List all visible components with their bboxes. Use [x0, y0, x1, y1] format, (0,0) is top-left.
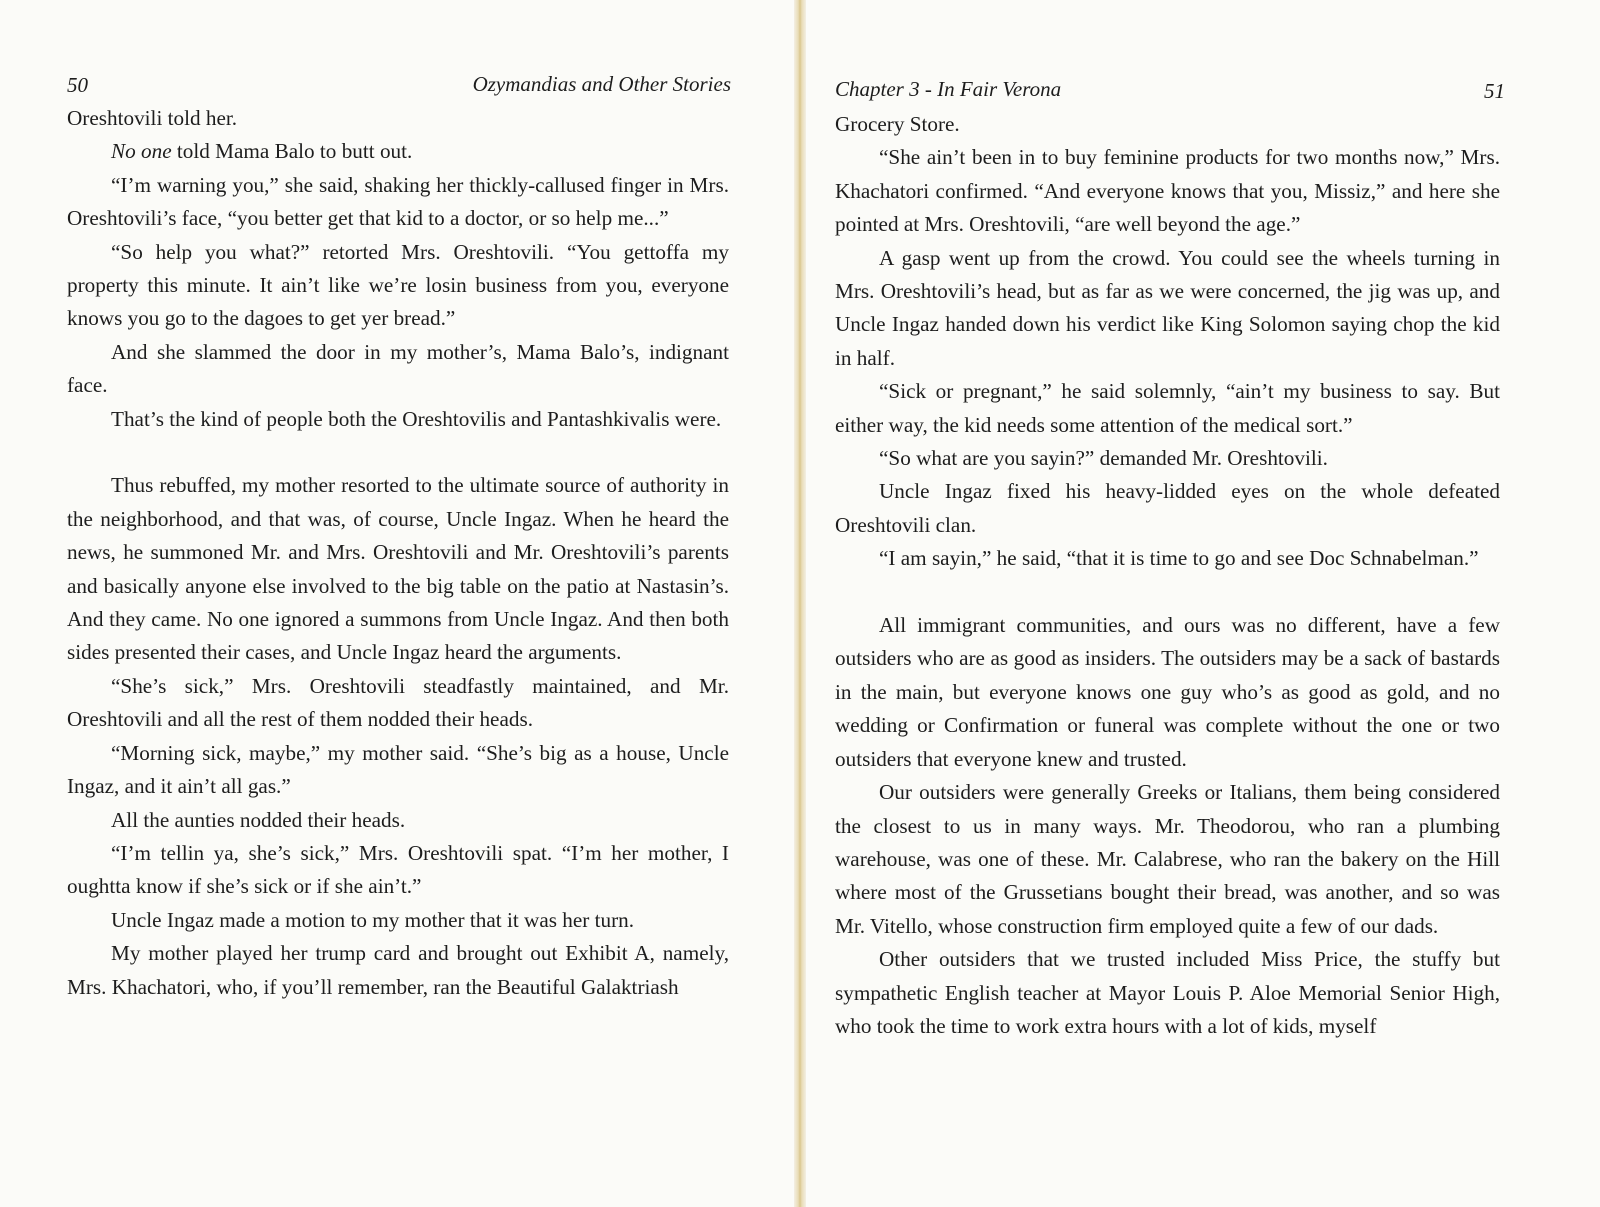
paragraph: Thus rebuffed, my mother resorted to the ultimate source of authority in the neighborhood, and that was, of course, Uncle Ingaz. When he heard the news, he summoned Mr. and Mrs. Oreshtovili and Mr. Oreshtovili’s parents and basically anyone else involved to the big table on the patio at Nastasin’s. And they came. No one ignored a summons from Uncle Ingaz. And then both sides presented their cases, and Uncle Ingaz heard the arguments. — [67, 473, 729, 665]
page-number-left: 50 — [67, 73, 88, 97]
paragraph: “I’m tellin ya, she’s sick,” Mrs. Oreshtovili spat. “I’m her mother, I oughtta know if she’s sick or if she ain’t.” — [67, 840, 729, 899]
paragraph: And she slammed the door in my mother’s, Mama Balo’s, indignant face. — [67, 339, 729, 398]
paragraph: Other outsiders that we trusted included Miss Price, the stuffy but sympathetic English teacher at Mayor Louis P. Aloe Memorial Senior High, who took the time to work extra hours with a lot of kids, myself — [835, 947, 1500, 1038]
paragraph: Uncle Ingaz fixed his heavy-lidded eyes on the whole defeated Oreshtovili clan. — [835, 479, 1500, 537]
paragraph: “So help you what?” retorted Mrs. Oreshtovili. “You gettoffa my property this minute. It ain’t like we’re losin business from you, everyone knows you go to the dagoes to get yer bread.” — [67, 239, 729, 331]
left-page-body — [67, 102, 729, 1004]
paragraph: Grocery Store. — [835, 112, 960, 136]
paragraph-text: told Mama Balo to butt out. — [171, 139, 413, 164]
emphasis-text: No one — [111, 139, 172, 164]
right-page-body — [835, 108, 1500, 1043]
left-page — [0, 0, 795, 1207]
paragraph: “I’m warning you,” she said, shaking her thickly-callused finger in Mrs. Oreshtovili’s face, “you better get that kid to a doctor, or so help me...” — [67, 172, 729, 231]
paragraph: Uncle Ingaz made a motion to my mother that it was her turn. — [111, 907, 635, 932]
paragraph: “Sick or pregnant,” he said solemnly, “ain’t my business to say. But either way, the kid needs some attention of the medical sort.” — [835, 379, 1500, 437]
running-title-left: Ozymandias and Other Stories — [472, 72, 731, 96]
right-page — [805, 0, 1600, 1207]
paragraph: All immigrant communities, and ours was no different, have a few outsiders who are as good as insiders. The outsiders may be a sack of bastards in the main, but everyone knows one guy who’s as good as gold, and no wedding or Confirmation or funeral was complete without the one or two outsiders that everyone knew and trusted. — [835, 613, 1500, 771]
paragraph — [67, 135, 729, 168]
paragraph: My mother played her trump card and brought out Exhibit A, namely, Mrs. Khachatori, who, if you’ll remember, ran the Beautiful Galaktriash — [67, 941, 729, 999]
paragraph: All the aunties nodded their heads. — [111, 807, 406, 832]
paragraph: “She ain’t been in to buy feminine products for two months now,” Mrs. Khachatori confirmed. “And everyone knows that you, Missiz,” and here she pointed at Mrs. Oreshtovili, “are well beyond the age.” — [835, 145, 1500, 237]
running-title-right: Chapter 3 - In Fair Verona — [835, 77, 1062, 101]
paragraph: Our outsiders were generally Greeks or Italians, them being considered the closest to us in many ways. Mr. Theodorou, who ran a plumbing warehouse, was one of these. Mr. Calabrese, who ran the bakery on the Hill where most of the Grussetians bought their bread, was another, and so was Mr. Vitello, whose construction firm employed quite a few of our dads. — [835, 780, 1500, 938]
paragraph: A gasp went up from the crowd. You could see the wheels turning in Mrs. Oreshtovili’s head, but as far as we were concerned, the jig was up, and Uncle Ingaz handed down his verdict like King Solomon saying chop the kid in half. — [835, 245, 1500, 370]
paragraph: That’s the kind of people both the Oreshtovilis and Pantashkivalis were. — [111, 406, 722, 431]
paragraph: Oreshtovili told her. — [67, 106, 238, 130]
paragraph: “Morning sick, maybe,” my mother said. “She’s big as a house, Uncle Ingaz, and it ain’t all gas.” — [67, 740, 729, 799]
paragraph: “She’s sick,” Mrs. Oreshtovili steadfastly maintained, and Mr. Oreshtovili and all the rest of them nodded their heads. — [67, 673, 729, 732]
page-number-right: 51 — [1484, 79, 1505, 103]
paragraph: “I am sayin,” he said, “that it is time to go and see Doc Schnabelman.” — [879, 546, 1479, 571]
paragraph: “So what are you sayin?” demanded Mr. Oreshtovili. — [879, 446, 1328, 471]
